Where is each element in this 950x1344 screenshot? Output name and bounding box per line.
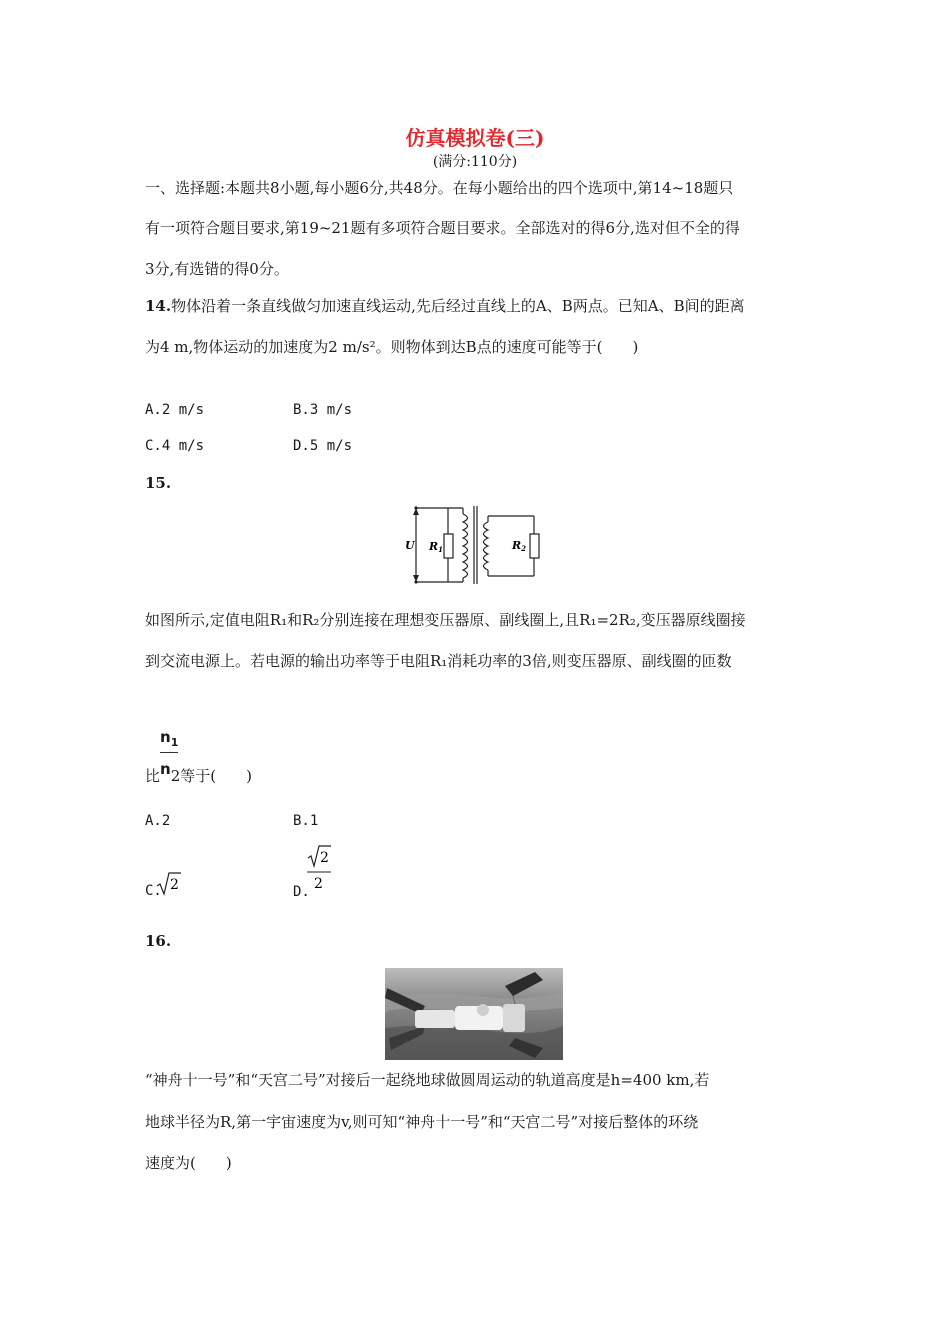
- fraction-numerator: $n_1$: [160, 728, 179, 749]
- q15-option-b: B.1: [293, 813, 319, 829]
- q16-number: 16.: [145, 932, 172, 950]
- intro-line-2: 有一项符合题目要求,第19~21题有多项符合题目要求。全部选对的得6分,选对但不全的得: [145, 219, 740, 237]
- r2-resistor: [530, 534, 539, 558]
- sqrt-fraction-icon: [305, 844, 333, 894]
- q15-line-2: 到交流电源上。若电源的输出功率等于电阻R₁消耗功率的3倍,则变压器原、副线圈的匝数: [145, 652, 732, 670]
- q16-line-3: 速度为( ): [145, 1154, 232, 1172]
- q16-line-2: 地球半径为R,第一宇宙速度为v,则可知“神舟十一号”和“天宫二号”对接后整体的环绕: [145, 1113, 699, 1131]
- r2-label: R: [512, 539, 522, 552]
- q14-line-1: [145, 296, 815, 317]
- q15-option-c: C.: [145, 883, 162, 899]
- q14-option-c: C.4 m/s: [145, 438, 205, 454]
- q15-option-a: A.2: [145, 813, 171, 829]
- q15-number: 15.: [145, 474, 172, 492]
- q15-line-1: 如图所示,定值电阻R₁和R₂分别连接在理想变压器原、副线圈上,且R₁=2R₂,变压器原线圈接: [145, 611, 746, 629]
- q14-stem-1: 物体沿着一条直线做匀加速直线运动,先后经过直线上的A、B两点。已知A、B间的距离: [171, 297, 745, 315]
- sqrt-icon: [156, 870, 182, 898]
- spacecraft-docking-photo: [385, 968, 563, 1060]
- page-subtitle: (满分:110分): [432, 154, 518, 170]
- fraction-denominator: n: [160, 760, 171, 778]
- q14-option-b: B.3 m/s: [293, 402, 353, 418]
- r2-label-sub: 2: [521, 544, 527, 553]
- q14-number: 14.: [145, 297, 172, 315]
- option-d-radicand: 2: [320, 850, 329, 866]
- r1-label-sub: 1: [438, 545, 444, 554]
- q14-option-a: A.2 m/s: [145, 402, 205, 418]
- page-title: 仿真模拟卷(三): [405, 126, 545, 150]
- svg-text:R2: [511, 539, 526, 553]
- q15-stem-3: 比n2等于( ): [145, 760, 252, 785]
- voltage-label: U: [405, 539, 415, 552]
- option-d-denominator: 2: [314, 876, 323, 892]
- r1-resistor: [444, 534, 453, 558]
- q14-line-2: 为4 m,物体运动的加速度为2 m/s²。则物体到达B点的速度可能等于( ): [145, 338, 639, 356]
- svg-text:R1: [428, 540, 443, 554]
- fraction-bar: [160, 752, 178, 753]
- option-c-radicand: 2: [170, 877, 179, 893]
- transformer-circuit-figure: [400, 498, 545, 590]
- q16-line-1: “神舟十一号”和“天宫二号”对接后一起绕地球做圆周运动的轨道高度是h=400 km,若: [145, 1071, 710, 1089]
- r1-label: R: [429, 540, 439, 553]
- q15-option-d: D.: [293, 884, 310, 900]
- intro-line-1: 一、选择题:本题共8小题,每小题6分,共48分。在每小题给出的四个选项中,第14~18题只: [145, 179, 734, 197]
- intro-line-3: 3分,有选错的得0分。: [145, 260, 289, 278]
- q14-option-d: D.5 m/s: [293, 438, 353, 454]
